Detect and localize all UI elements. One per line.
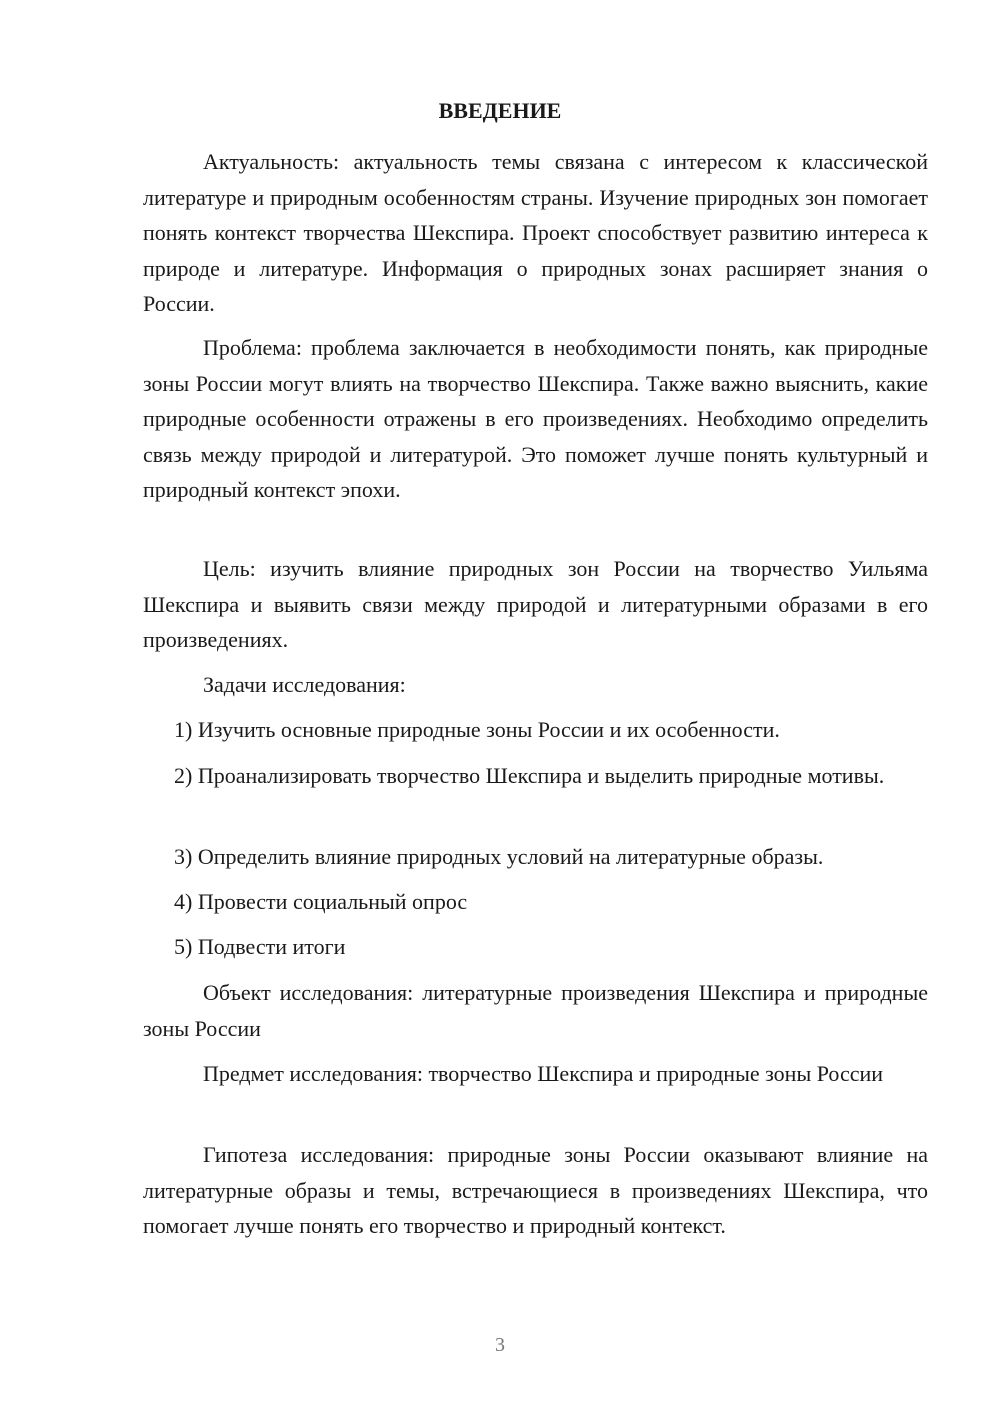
paragraph-object: Объект исследования: литературные произведения Шекспира и природные зоны России — [143, 980, 928, 1041]
paragraph-goal: Цель: изучить влияние природных зон России на творчество Уильяма Шекспира и выявить связи между природой и литературными образами в его произведениях. — [143, 556, 928, 652]
task-item-3: 3) Определить влияние природных условий на литературные образы. — [174, 844, 824, 869]
paragraph-relevance: Актуальность: актуальность темы связана с интересом к классической литературе и природным особенностям страны. Изучение природных зон помогает понять контекст творчества Шекспира. Проект способствует развитию интереса к природе и литературе. Информация о природных зонах расширяет знания о России. — [143, 149, 928, 316]
page-number: 3 — [495, 1334, 505, 1356]
paragraph-subject: Предмет исследования: творчество Шекспира и природные зоны России — [203, 1061, 884, 1086]
section-heading: ВВЕДЕНИЕ — [438, 98, 562, 123]
paragraph-tasks-title: Задачи исследования: — [203, 672, 406, 697]
task-item-2: 2) Проанализировать творчество Шекспира и выделить природные мотивы. — [174, 763, 885, 788]
paragraph-problem: Проблема: проблема заключается в необходимости понять, как природные зоны России могут влиять на творчество Шекспира. Также важно выяснить, какие природные особенности отражены в его произведениях. Необходимо определить связь между природой и литературой. Это поможет лучше понять культурный и природный контекст эпохи. — [143, 335, 928, 502]
task-item-1: 1) Изучить основные природные зоны России и их особенности. — [174, 717, 780, 742]
task-item-5: 5) Подвести итоги — [174, 934, 346, 959]
task-item-4: 4) Провести социальный опрос — [174, 889, 468, 914]
paragraph-hypothesis: Гипотеза исследования: природные зоны России оказывают влияние на литературные образы и темы, встречающиеся в произведениях Шекспира, что помогает лучше понять его творчество и природный контекст. — [143, 1142, 928, 1238]
